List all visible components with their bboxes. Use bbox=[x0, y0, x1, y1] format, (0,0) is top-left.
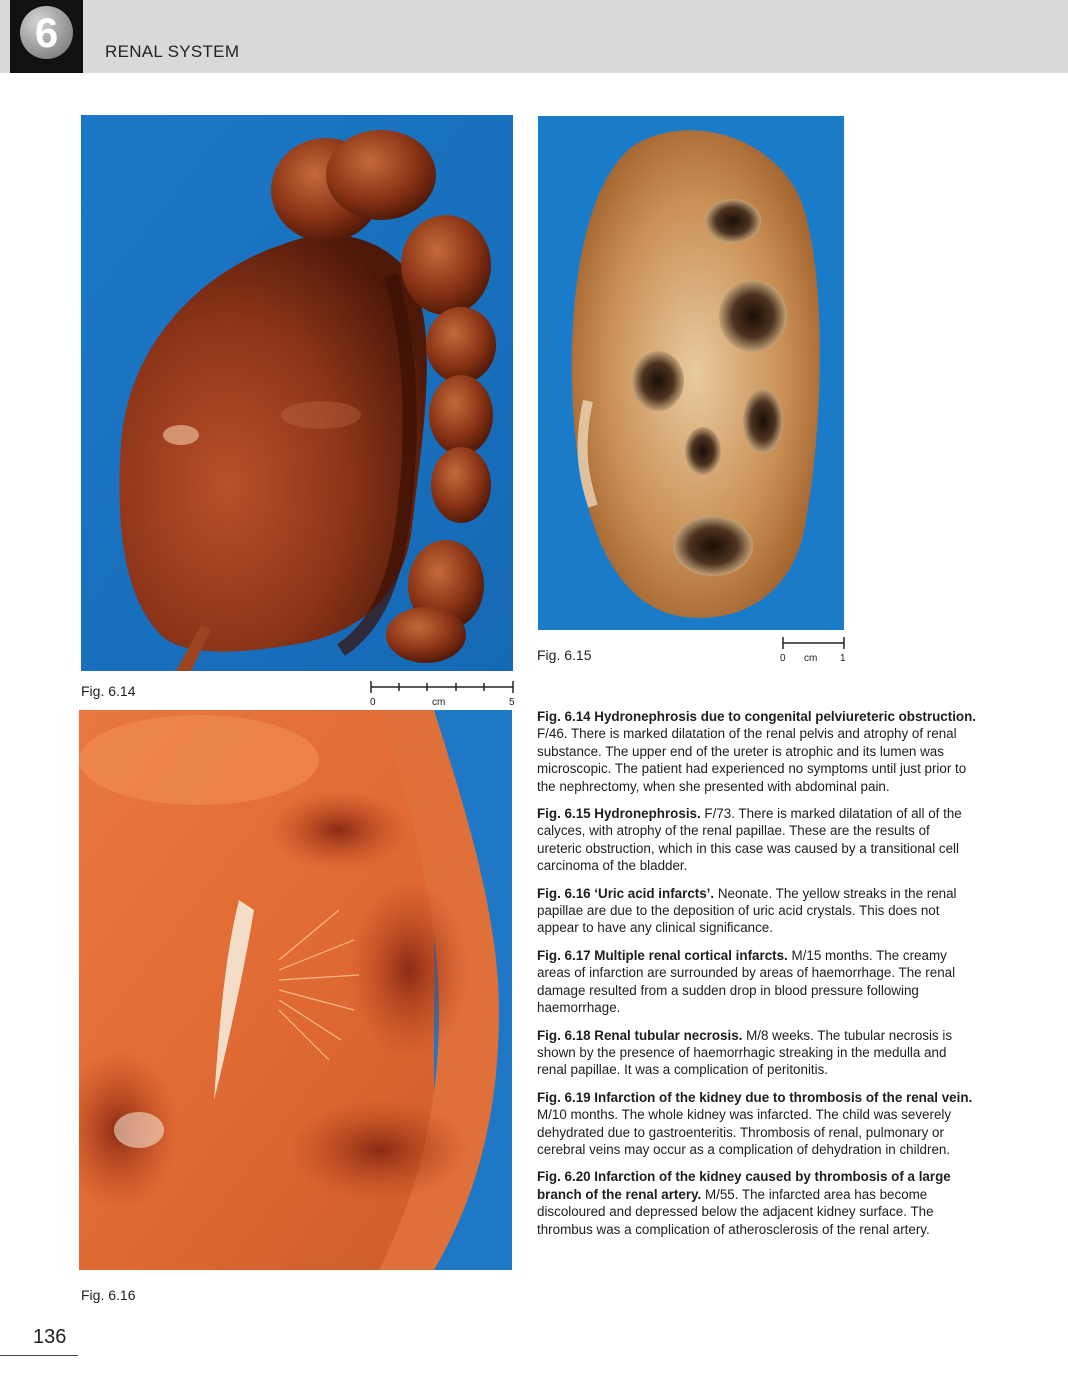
caption-text: Neonate. The yellow streaks in the renal papillae are due to the deposition of uric acid crystals. This does not appear to have any clinical significance. bbox=[537, 885, 957, 936]
chapter-number: 6 bbox=[20, 6, 73, 59]
caption-text: M/10 months. The whole kidney was infarcted. The child was severely dehydrated due to gastroenteritis. Thrombosis of renal, pulmonary or cerebral veins may occur as a complication of dehydration in children. bbox=[537, 1107, 952, 1157]
caption-fig-6-17 bbox=[537, 947, 977, 1017]
caption-title: Fig. 6.17 Multiple renal cortical infarcts. bbox=[537, 947, 788, 963]
caption-text: M/55. The infarcted area has become discoloured and depressed below the adjacent kidney surface. The thrombus was a complication of atherosclerosis of the renal artery. bbox=[537, 1186, 934, 1237]
scale-bar-icon bbox=[370, 680, 515, 694]
caption-title: Fig. 6.18 Renal tubular necrosis. bbox=[537, 1027, 743, 1043]
fig-6-15-illustration bbox=[538, 116, 844, 630]
caption-title: Fig. 6.14 Hydronephrosis due to congenital pelviureteric obstruction. bbox=[537, 709, 976, 724]
chapter-title: RENAL SYSTEM bbox=[105, 42, 240, 61]
fig-6-14-label: Fig. 6.14 bbox=[81, 683, 136, 699]
fig-6-15-scale-start: 0 bbox=[780, 653, 786, 664]
chapter-header bbox=[0, 0, 1068, 73]
caption-fig-6-20 bbox=[537, 1168, 977, 1238]
caption-text: F/73. There is marked dilatation of all of the calyces, with atrophy of the renal papillae. These are the results of ureteric obstruction, which in this case was caused by a transitional cell carcinoma of the bladder. bbox=[537, 806, 962, 874]
fig-6-15-scale-end: 1 bbox=[840, 653, 846, 664]
caption-title: Fig. 6.19 Infarction of the kidney due to thrombosis of the renal vein. bbox=[537, 1089, 973, 1105]
fig-6-14-scale-end: 5 bbox=[509, 697, 515, 708]
fig-6-15-photo bbox=[538, 116, 844, 630]
caption-text: M/8 weeks. The tubular necrosis is shown by the presence of haemorrhagic streaking in the medulla and renal papillae. It was a complication of peritonitis. bbox=[537, 1027, 953, 1078]
footer-rule bbox=[0, 1355, 78, 1356]
fig-6-14-scale-unit: cm bbox=[432, 697, 446, 708]
caption-fig-6-18 bbox=[537, 1027, 977, 1079]
caption-text: M/15 months. The creamy areas of infarction are surrounded by areas of haemorrhage. The renal damage resulted from a sudden drop in blood pressure following haemorrhage. bbox=[537, 947, 956, 1016]
figure-captions bbox=[537, 708, 977, 1248]
fig-6-16-label: Fig. 6.16 bbox=[81, 1287, 136, 1303]
fig-6-14-illustration bbox=[81, 115, 513, 671]
fig-6-16-photo bbox=[79, 710, 512, 1270]
scale-bar-icon bbox=[782, 636, 846, 650]
caption-title: Fig. 6.20 Infarction of the kidney caused by thrombosis of a large branch of the renal artery. bbox=[537, 1169, 951, 1202]
chapter-tab bbox=[10, 0, 83, 73]
fig-6-14-photo bbox=[81, 115, 513, 671]
caption-text: F/46. There is marked dilatation of the renal pelvis and atrophy of renal substance. The upper end of the ureter is atrophic and its lumen was microscopic. The patient had experienced no symptoms until just prior to the nephrectomy, when she presented with abdominal pain. bbox=[537, 726, 967, 794]
caption-fig-6-15 bbox=[537, 805, 977, 875]
fig-6-14-scale-start: 0 bbox=[370, 697, 376, 708]
page-number: 136 bbox=[33, 1326, 67, 1348]
caption-fig-6-16 bbox=[537, 885, 977, 937]
caption-fig-6-14 bbox=[537, 708, 977, 795]
caption-fig-6-19 bbox=[537, 1089, 977, 1159]
fig-6-15-scale-unit: cm bbox=[804, 653, 818, 664]
caption-title: Fig. 6.16 ‘Uric acid infarcts’. bbox=[537, 885, 715, 901]
caption-title: Fig. 6.15 Hydronephrosis. bbox=[537, 806, 701, 822]
fig-6-16-illustration bbox=[79, 710, 512, 1270]
fig-6-15-label: Fig. 6.15 bbox=[537, 647, 592, 663]
